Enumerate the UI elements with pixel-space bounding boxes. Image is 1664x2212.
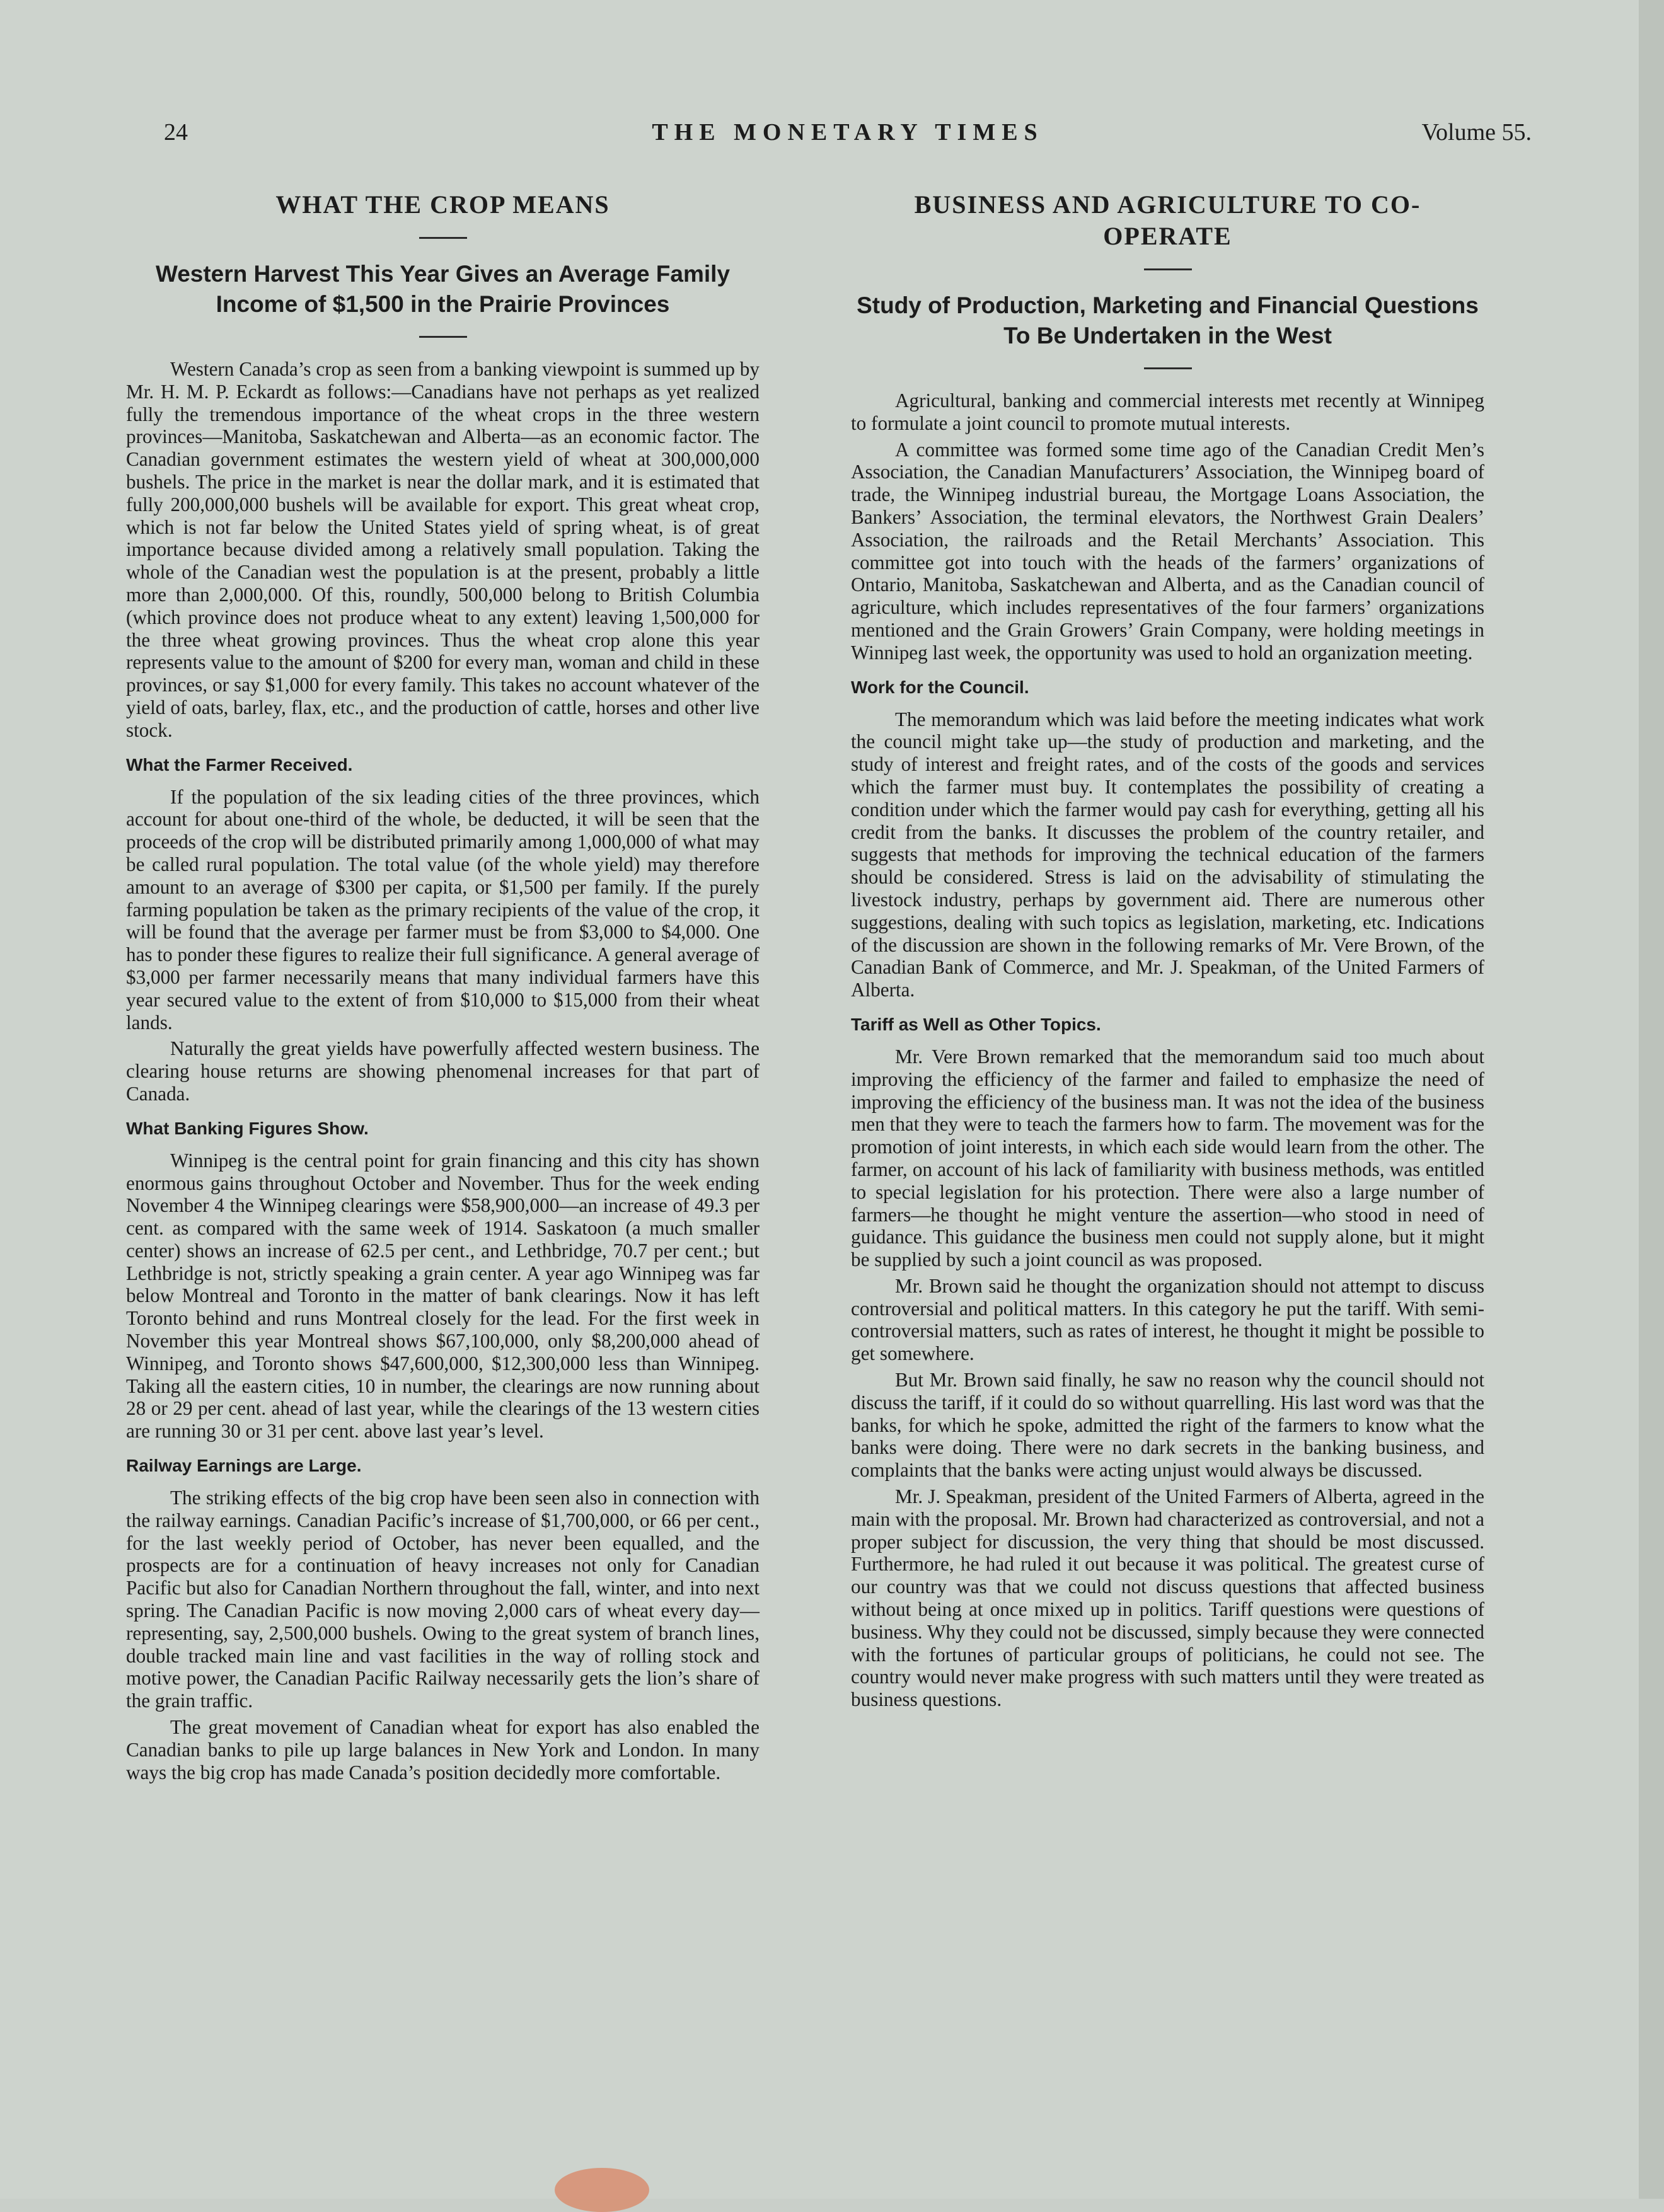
subhead-council: Work for the Council. (851, 677, 1029, 697)
subhead-tariff: Tariff as Well as Other Topics. (851, 1014, 1101, 1034)
right-article (851, 189, 1484, 1715)
right-deck: Study of Production, Marketing and Financial Questions To Be Undertaken in the West (857, 292, 1479, 349)
headline-rule (419, 237, 467, 239)
volume-label: Volume 55. (1421, 119, 1532, 146)
page-edge (1639, 0, 1664, 2199)
paragraph: The memorandum which was laid before the meeting indicates what work the council might take up—the study of production and marketing, and the study of interest and freight rates, and of the costs of the goods and services which the farmer must buy. It contemplates the possibility of creating a condition under which the farmer would pay cash for everything, getting all his credit from the banks. It discusses the problem of the country retailer, and suggests that methods for improving the technical education of the farmers should be considered. Stress is laid on the advisability of stimulating the livestock industry, perhaps by government aid. There are numerous other suggestions, dealing with such topics as legislation, marketing, etc. Indications of the discussion are shown in the following remarks of Mr. Vere Brown, of the Canadian Bank of Commerce, and Mr. J. Speakman, of the United Farmers of Alberta. (851, 708, 1484, 1001)
paragraph: The great movement of Canadian wheat for export has also enabled the Canadian banks to pile up large balances in New York and London. In many ways the big crop has made Canada’s position decidedly more comfortable. (126, 1716, 760, 1783)
subhead-railway: Railway Earnings are Large. (126, 1456, 362, 1476)
deck-rule (419, 336, 467, 338)
right-headline: BUSINESS AND AGRICULTURE TO CO-OPERATE (914, 190, 1421, 250)
journal-title: THE MONETARY TIMES (652, 119, 1044, 146)
left-headline: WHAT THE CROP MEANS (275, 190, 610, 219)
paragraph: Winnipeg is the central point for grain financing and this city has shown enormous gains throughout October and November. Thus for the week ending November 4 the Winnipeg clearings were $58,900,000—an increase of 49.3 per cent. as compared with the same week of 1914. Saskatoon (a much smaller center) shows an increase of 62.5 per cent., and Lethbridge, 70.7 per cent.; but Lethbridge is not, strictly speaking a grain center. A year ago Winnipeg was far below Montreal and Toronto in the matter of bank clearings. Now it has left Toronto behind and runs Montreal closely for the lead. For the first week in November this year Montreal shows $67,100,000, only $8,200,000 ahead of Winnipeg, and Toronto shows $47,600,000, $12,300,000 less than Winnipeg. Taking all the eastern cities, 10 in number, the clearings are now running about 28 or 29 per cent. ahead of last year, while the clearings of the 13 western cities are running 30 or 31 per cent. above last year’s level. (126, 1149, 760, 1443)
paragraph: A committee was formed some time ago of the Canadian Credit Men’s Association, the Canadian Manufacturers’ Association, the Winnipeg board of trade, the Winnipeg industrial bureau, the Mortgage Loans Association, the Bankers’ Association, the terminal elevators, the Northwest Grain Dealers’ Association, the railroads and the Retail Merchants’ Association. This committee got into touch with the heads of the farmers’ organizations of Ontario, Manitoba, Saskatchewan and Alberta, and as the Canadian council of agriculture, which includes representatives of the four farmers’ organizations mentioned and the Grain Growers’ Grain Company, were holding meetings in Winnipeg last week, the opportunity was used to hold an organization meeting. (851, 438, 1484, 664)
running-head (164, 118, 1532, 156)
subhead-banking: What Banking Figures Show. (126, 1118, 369, 1138)
headline-rule (1144, 268, 1192, 270)
paragraph: Mr. J. Speakman, president of the United Farmers of Alberta, agreed in the main with the proposal. Mr. Brown had characterized as controversial, and not a proper subject for discussion, the very thing that should be most discussed. Furthermore, he had ruled it out because it was political. The greatest curse of our country was that we could not discuss questions that affected business without being at once mixed up in politics. Tariff questions were questions of business. Why they could not be discussed, simply because they were connected with the fortunes of particular groups of politicians, he could not see. The country would never make progress with such matters until they were treated as business questions. (851, 1485, 1484, 1711)
paragraph: Western Canada’s crop as seen from a banking viewpoint is summed up by Mr. H. M. P. Eckardt as follows:—Canadians have not perhaps as yet realized fully the tremendous importance of the wheat crops in the three western provinces—Manitoba, Saskatchewan and Alberta—as an economic factor. The Canadian government estimates the western yield of wheat at 300,000,000 bushels. The price in the market is near the dollar mark, and it is estimated that fully 200,000,000 bushels will be available for export. This great wheat crop, which is not far below the United States yield of spring wheat, is of great importance because divided among a relatively small population. Taking the whole of the Canadian west the population is at the present, probably a little more than 2,000,000. Of this, roundly, 500,000 belong to British Columbia (which province does not produce wheat to any extent) leaving 1,500,000 for the three wheat growing provinces. Thus the wheat crop alone this year represents value to the amount of $200 for every man, woman and child in these provinces, or say $1,000 for every family. This takes no account whatever of the yield of oats, barley, flax, etc., and the production of cattle, horses and other live stock. (126, 358, 760, 741)
left-deck: Western Harvest This Year Gives an Average Family Income of $1,500 in the Prairie Provinces (155, 261, 731, 317)
paragraph: Naturally the great yields have powerfully affected western business. The clearing house returns are showing phenomenal increases for that part of Canada. (126, 1037, 760, 1105)
paragraph: The striking effects of the big crop have been seen also in connection with the railway earnings. Canadian Pacific’s increase of $1,700,000, or 66 per cent., for the last weekly period of October, has never been equalled, and the prospects are for a continuation of heavy increases not only for Canadian Pacific but also for Canadian Northern throughout the fall, winter, and into next spring. The Canadian Pacific is now moving 2,000 cars of wheat every day—representing, say, 2,500,000 bushels. Owing to the great system of branch lines, double tracked main line and vast facilities in the way of rolling stock and motive power, the Canadian Pacific Railway necessarily gets the lion’s share of the grain traffic. (126, 1487, 760, 1712)
paragraph: Agricultural, banking and commercial interests met recently at Winnipeg to formulate a joint council to promote mutual interests. (851, 389, 1484, 434)
paragraph: Mr. Vere Brown remarked that the memorandum said too much about improving the efficiency of the farmer and failed to emphasize the need of improving the efficiency of the business man. It was not the idea of the business men that they were to teach the farmers how to farm. The movement was for the promotion of joint interests, in which each side would learn from the other. The farmer, on account of his lack of familiarity with business methods, was entitled to special legislation for his protection. There were also a large number of farmers—he thought he might venture the assertion—who stood in need of guidance. This guidance the business men could not supply alone, but it might be supplied by such a joint council as was proposed. (851, 1045, 1484, 1271)
left-article (126, 189, 760, 1787)
deck-rule (1144, 367, 1192, 369)
subhead-farmer: What the Farmer Received. (126, 754, 353, 775)
right-body (851, 389, 1484, 1711)
paragraph: If the population of the six leading cities of the three provinces, which account for about one-third of the whole, be deducted, it will be seen that the proceeds of the crop will be distributed primarily among 1,000,000 of what may be called rural population. The total value (of the whole yield) may therefore amount to an average of $300 per capita, or $1,500 per family. If the purely farming population be taken as the primary recipients of the value of the crop, it will be found that the average per farmer must be from $3,000 to $4,000. One has to ponder these figures to realize their full significance. A general average of $3,000 per farmer necessarily means that many individual farmers have this year secured value to the extent of from $10,000 to $15,000 from their wheat lands. (126, 785, 760, 1034)
paragraph: But Mr. Brown said finally, he saw no reason why the council should not discuss the tariff, if it could do so without quarrelling. His last word was that the banks, for which he spoke, admitted the right of the farmers to know what the banks were doing. There were no dark secrets in the banking business, and complaints that the banks were acting unjust would always be discussed. (851, 1369, 1484, 1482)
page-number: 24 (164, 119, 188, 146)
paragraph: Mr. Brown said he thought the organization should not attempt to discuss controversial and political matters. In this category he put the tariff. With semi-controversial matters, such as rates of interest, he thought it might be possible to get somewhere. (851, 1274, 1484, 1365)
page-stain (555, 2168, 649, 2212)
left-body (126, 358, 760, 1783)
